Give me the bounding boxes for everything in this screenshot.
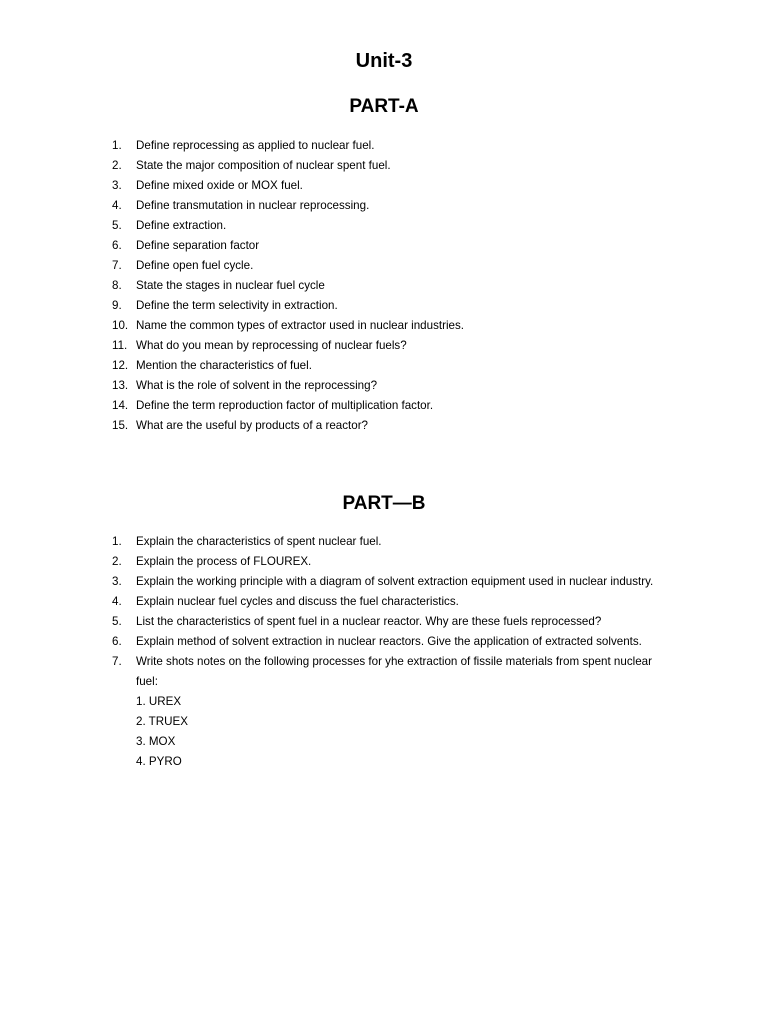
- question-number: 5.: [112, 615, 122, 628]
- question-text: What are the useful by products of a reactor?: [136, 419, 368, 432]
- sublist-item: 2. TRUEX: [136, 715, 188, 728]
- question-item: [112, 652, 672, 772]
- question-number: 1.: [112, 139, 122, 152]
- question-number: 13.: [112, 379, 129, 392]
- sublist-item: 1. UREX: [136, 695, 182, 708]
- part-a-question-list: [112, 136, 672, 436]
- question-number: 15.: [112, 419, 129, 432]
- question-number: 7.: [112, 259, 122, 272]
- question-number: 14.: [112, 399, 129, 412]
- question-number: 6.: [112, 635, 122, 648]
- question-item: [112, 532, 672, 552]
- question-item: [112, 592, 672, 612]
- question-number: 7.: [112, 655, 122, 668]
- question-text: Explain the characteristics of spent nuclear fuel.: [136, 535, 382, 548]
- question-number: 12.: [112, 359, 129, 372]
- question-text: Define transmutation in nuclear reprocessing.: [136, 199, 370, 212]
- question-item: [112, 296, 672, 316]
- question-number: 8.: [112, 279, 122, 292]
- question-number: 2.: [112, 555, 122, 568]
- question-item: [112, 356, 672, 376]
- question-item: [112, 216, 672, 236]
- question-item: [112, 176, 672, 196]
- page-title: Unit-3: [355, 50, 413, 72]
- question-number: 11.: [112, 339, 128, 352]
- question-item: [112, 632, 672, 652]
- question-item: [112, 572, 672, 592]
- sublist-item: 3. MOX: [136, 735, 176, 748]
- question-number: 9.: [112, 299, 122, 312]
- question-number: 4.: [112, 595, 122, 608]
- question-text: Explain nuclear fuel cycles and discuss the fuel characteristics.: [136, 595, 459, 608]
- process-sublist: [136, 692, 672, 772]
- question-text: Define the term selectivity in extraction.: [136, 299, 338, 312]
- question-text: State the stages in nuclear fuel cycle: [136, 279, 325, 292]
- question-item: [112, 236, 672, 256]
- question-item: [112, 256, 672, 276]
- question-number: 3.: [112, 575, 122, 588]
- question-text: Define mixed oxide or MOX fuel.: [136, 179, 303, 192]
- question-text: Name the common types of extractor used in nuclear industries.: [136, 319, 464, 332]
- question-text: Define the term reproduction factor of multiplication factor.: [136, 399, 434, 412]
- question-item: [112, 276, 672, 296]
- question-text: Write shots notes on the following processes for yhe extraction of fissile materials from spent nuclear fuel:: [136, 655, 652, 688]
- question-text: Define separation factor: [136, 239, 260, 252]
- question-number: 3.: [112, 179, 122, 192]
- part-a-heading: PART-A: [349, 96, 419, 117]
- question-text: Explain the process of FLOUREX.: [136, 555, 312, 568]
- sublist-item: 4. PYRO: [136, 755, 182, 768]
- question-item: [112, 376, 672, 396]
- question-number: 6.: [112, 239, 122, 252]
- question-item: [112, 396, 672, 416]
- question-number: 1.: [112, 535, 122, 548]
- question-number: 2.: [112, 159, 122, 172]
- question-number: 10.: [112, 319, 129, 332]
- question-text: Explain method of solvent extraction in nuclear reactors. Give the application of extracted solvents.: [136, 635, 642, 648]
- question-item: [112, 316, 672, 336]
- question-text: Define extraction.: [136, 219, 227, 232]
- question-text: Define reprocessing as applied to nuclear fuel.: [136, 139, 375, 152]
- question-text: Define open fuel cycle.: [136, 259, 254, 272]
- question-item: [112, 156, 672, 176]
- question-text: What do you mean by reprocessing of nuclear fuels?: [136, 339, 407, 352]
- part-b-heading: PART—B: [342, 493, 426, 514]
- question-text: State the major composition of nuclear spent fuel.: [136, 159, 391, 172]
- question-number: 4.: [112, 199, 122, 212]
- question-text: Explain the working principle with a diagram of solvent extraction equipment used in nuclear industry.: [136, 575, 654, 588]
- question-text: What is the role of solvent in the reprocessing?: [136, 379, 378, 392]
- question-item: [112, 552, 672, 572]
- question-item: [112, 136, 672, 156]
- question-item: [112, 416, 672, 436]
- question-number: 5.: [112, 219, 122, 232]
- question-text: List the characteristics of spent fuel in a nuclear reactor. Why are these fuels reprocessed?: [136, 615, 602, 628]
- part-b-question-list: [112, 532, 672, 772]
- question-text: Mention the characteristics of fuel.: [136, 359, 312, 372]
- question-item: [112, 336, 672, 356]
- question-item: [112, 196, 672, 216]
- question-item: [112, 612, 672, 632]
